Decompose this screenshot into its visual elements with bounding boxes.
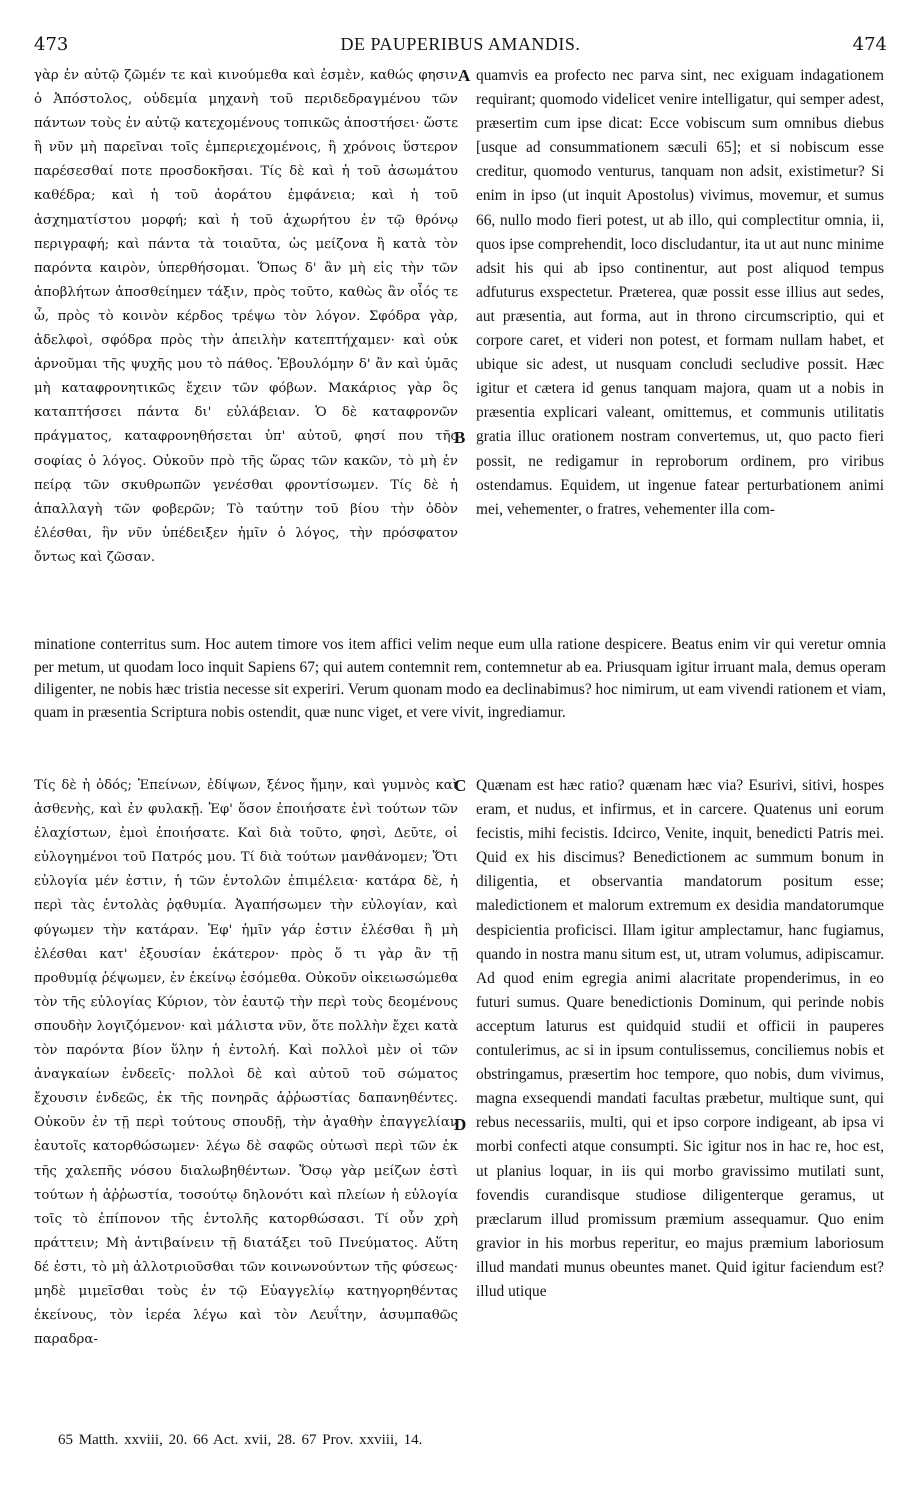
greek-text-bottom: Τίς δὲ ἡ ὁδός; Ἐπείνων, ἐδίψων, ξένος ἤμην, καὶ γυμνὸς καὶ ἀσθενὴς, καὶ ἐν φυλακῇ. Ἐφ' ὅσον ἐποιήσατε ἑνὶ τούτων τῶν ἐλαχίστων, ἐμοὶ ἐποιήσατε. Καὶ διὰ τοῦτο, φησὶ, Δεῦτε, οἱ εὐλογημένοι τοῦ Πατρός μου. Τί διὰ τούτων μανθάνομεν; Ὅτι εὐλογία μέν ἐστιν, ἡ τῶν ἐντολῶν ἐπιμέλεια· κατάρα δὲ, ἡ περὶ τὰς ἐντολὰς ῥᾳθυμία. Ἀγαπήσωμεν τὴν εὐλογίαν, καὶ φύγωμεν τὴν κατάραν. Ἐφ' ἡμῖν γάρ ἐστιν ἑλέσθαι ἢ μὴ ἑλέσθαι κατ' ἐξουσίαν ἑκάτερον· πρὸς ὅ τι γὰρ ἂν τῇ προθυμίᾳ ῥέψωμεν, ἐν ἐκείνῳ ἐσόμεθα. Οὐκοῦν οἰκειωσώμεθα τὸν τῆς εὐλογίας Κύριον, τὸν ἑαυτῷ τὴν περὶ τοὺς δεομένους σπουδὴν λογιζόμενον· καὶ μάλιστα νῦν, ὅτε πολλὴν ἔχει κατὰ τὸν παρόντα βίον ὕλην ἡ ἐντολή. Καὶ πολλοὶ μὲν οἱ τῶν ἀναγκαίων ἐνδεεῖς· πολλοὶ δὲ καὶ αὐτοῦ τοῦ σώματος ἔχουσιν ἐνδεῶς, ἐκ τῆς πονηρᾶς ἀῤῥωστίας δαπανηθέντες. Οὐκοῦν ἐν τῇ περὶ τούτους σπουδῇ, τὴν ἀγαθὴν ἐπαγγελίαν ἑαυτοῖς κατορθώσωμεν· λέγω δὲ σαφῶς οὑτωσὶ περὶ τῶν ἐκ τῆς χαλεπῆς νόσου διαλωβηθέντων. Ὅσῳ γὰρ μείζων ἐστὶ τούτων ἡ ἀῤῥωστία, τοσούτῳ δηλονότι καὶ πλείων ἡ εὐλογία τοῖς τὸ ἐπίπονον τῆς ἐντολῆς κατορθώσασι. Τί οὖν χρὴ πράττειν; Μὴ ἀντιβαίνειν τῇ διατάξει τοῦ Πνεύματος. Αὕτη δέ ἐστι, τὸ μὴ ἀλλοτριοῦσθαι τῶν κοινωνούντων τῆς φύσεως· μηδὲ μιμεῖσθαι τοὺς ἐν τῷ Εὐαγγελίῳ κατηγορηθέντας ἐκείνους, τὸν ἱερέα λέγω καὶ τὸν Λευΐτην, ἀσυμπαθῶς παραδρα- — [34, 778, 458, 1348]
greek-column-top — [34, 64, 458, 634]
latin-text-top: quamvis ea profecto nec parva sint, nec exiguam indagationem requirant; quomodo videlicet venire intelligatur, qui semper adest, præsertim cum ipse dicat: Ecce vobiscum sum omnibus diebus [usque ad consummationem sæculi 65]; et si nobiscum esse creditur, quomodo venturus, tanquam non adsit, existimetur? Si enim in ipso (ut inquit Apostolus) vivimus, movemur, et sumus 66, nullo modo fieri potest, ut ab illo, qui complectitur omnia, ii, quos ipse comprehendit, loco discludantur, ita ut aut nunc minime adsit his qui ab ipso continentur, aut post aliquod tempus adfuturus exspectetur. Præterea, quæ possit esse illius aut sedes, aut præsentia, aut forma, aut in throno circumscriptio, qui et corpore caret, et videri non potest, et formam nullam habet, et ubique sic adest, ut nusquam concludi secludive possit. Hæc igitur et cætera id genus tanquam majora, quam ut a nobis in præsentia explicari valeant, omittemus, et communis utilitatis gratia illuc orationem nostram convertemus, ut, quo pacto fieri possit, ne redigamur in reproborum ordinem, pro viribus ostendamus. Equidem, ut ingenue fatear perturbationem animi mei, vehementer, o fratres, vehementer illa com- — [476, 67, 884, 518]
full-width-paragraph — [34, 634, 886, 766]
running-title: DE PAUPERIBUS AMANDIS. — [340, 34, 581, 54]
latin-text-bottom: Quænam est hæc ratio? quænam hæc via? Esurivi, sitivi, hospes eram, et nudus, et infirmus, et in carcere. Quatenus uni eorum fecistis, mihi fecistis. Idcirco, Venite, inquit, benedicti Patris mei. Quid ex his discimus? Benedictionem ac summum bonum in diligentia, et observantia mandatorum positum esse; maledictionem et malorum extremum ex desidia mandatorumque despicientia proficisci. Illam igitur amplectamur, hanc fugiamus, quando in nostra manu situm est, ut, utram volumus, adipiscamur. Ad quod enim egregia animi alacritate propenderimus, in eo futuri sumus. Quare benedictionis Dominum, qui perinde nobis acceptum laturus est quidquid studii et officii in pauperes contulerimus, ac si in ipsum contulissemus, conciliemus nobis et obstringamus, præsertim hoc tempore, quo nobis, dum vivimus, magna exsequendi mandati facultas præbetur, multique sunt, qui rebus necessariis, multi, qui et ipso corpore indigeant, ab ipsa vi morbi confecti atque consumpti. Sic igitur nos in hac re, hoc est, ut planius loquar, in iis qui morbo gravissimo mutilati sunt, fovendis curandisque studiose diligenterque geramus, ut præclarum illud promissum præmium assequamur. Quo enim gravior in his morbus reperitur, eo majus præmium laboriosum illud mandati munus obeuntes manet. Quid igitur faciendum est? illud utique — [476, 777, 884, 1300]
greek-text-top: γὰρ ἐν αὐτῷ ζῶμέν τε καὶ κινούμεθα καὶ ἐσμὲν, καθώς φησιν ὁ Ἀπόστολος, οὐδεμία μηχανὴ τοῦ περιδεδραγμένου τῶν πάντων τοὺς ἐν αὐτῷ κατεχομένους τοπικῶς ἀποστήσει· ὥστε ἢ νῦν μὴ παρεῖναι τοῖς ἐμπεριεχομένοις, ἢ χρόνοις ὕστερον παρέσεσθαί ποτε προσδοκῆσαι. Τίς δὲ καὶ ἡ τοῦ ἀσωμάτου καθέδρα; καὶ ἡ τοῦ ἀοράτου ἐμφάνεια; καὶ ἡ τοῦ ἀσχηματίστου μορφή; καὶ ἡ τοῦ ἀχωρήτου ἐν τῷ θρόνῳ περιγραφή; καὶ πάντα τὰ τοιαῦτα, ὡς μείζονα ἢ κατὰ τὸν παρόντα καιρὸν, ὑπερθήσομαι. Ὅπως δ' ἂν μὴ εἰς τὴν τῶν ἀποβλήτων ἀποσθείημεν τάξιν, πρὸς τοῦτο, καθὼς ἂν οἷός τε ὦ, πρὸς τὸ κοινὸν κέρδος τρέψω τὸν λόγον. Σφόδρα γὰρ, ἀδελφοὶ, σφόδρα πρὸς τὴν ἀπειλὴν κατεπτήχαμεν· καὶ οὐκ ἀρνοῦμαι τῆς ψυχῆς μου τὸ πάθος. Ἐβουλόμην δ' ἂν καὶ ὑμᾶς μὴ καταφρονητικῶς ἔχειν τῶν φόβων. Μακάριος γὰρ ὃς καταπτήσσει πάντα δι' εὐλάβειαν. Ὁ δὲ καταφρονῶν πράγματος, καταφρονηθήσεται ὑπ' αὐτοῦ, φησί που τῆς σοφίας ὁ λόγος. Οὐκοῦν πρὸ τῆς ὥρας τῶν κακῶν, τὸ μὴ ἐν πείρᾳ τῶν σκυθρωπῶν γενέσθαι φροντίσωμεν. Τίς δὲ ἡ ἀπαλλαγὴ τῶν φοβερῶν; Τὸ ταύτην τοῦ βίου τὴν ὁδὸν ἐλέσθαι, ἣν νῦν ὑπέδειξεν ἡμῖν ὁ λόγος, τὴν πρόσφατον ὄντως καὶ ζῶσαν. — [34, 68, 458, 565]
latin-full-width-text: minatione conterritus sum. Hoc autem timore vos item affici velim neque eum ulla ratione despicere. Beatus enim vir qui veretur omnia per metum, ut quodam loco inquit Sapiens 67; qui autem contemnit rem, contemnetur ab ea. Priusquam igitur irruant mala, demus operam diligenter, ne nobis hæc tristia necesse sit experiri. Verum quonam modo ea declinabimus? hoc nimirum, ut eam vivendi rationem et viam, quam in præsentia Scriptura nobis ostendit, quæ nunc viget, et vere vivit, ingrediamur. — [34, 636, 886, 721]
greek-column-bottom — [34, 774, 458, 1424]
running-header — [34, 34, 887, 58]
page-number-left: 473 — [34, 34, 69, 55]
margin-marker-b: B — [454, 428, 466, 447]
page-number-right: 474 — [852, 34, 887, 55]
footnotes: 65 Matth. xxviii, 20. 66 Act. xvii, 28. 67 Prov. xxviii, 14. — [58, 1432, 423, 1448]
latin-column-bottom — [476, 774, 884, 1424]
margin-marker-d: D — [454, 1115, 467, 1134]
latin-column-top — [476, 64, 884, 634]
margin-marker-a: A — [458, 66, 471, 85]
margin-marker-c: C — [454, 776, 467, 795]
